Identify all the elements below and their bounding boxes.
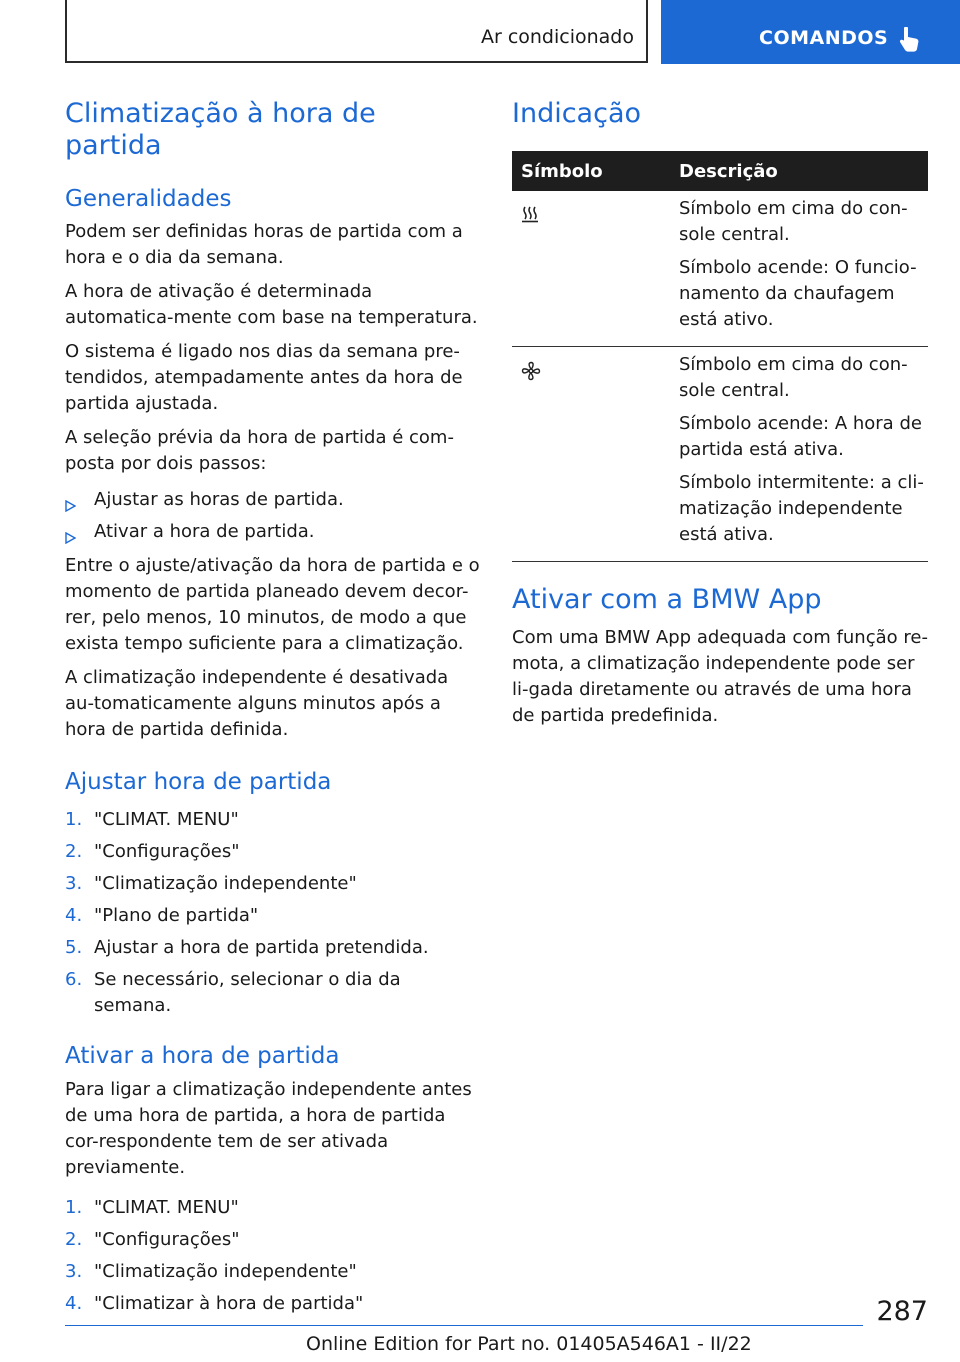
- step-number: 5.: [65, 936, 83, 958]
- list-item: [65, 1291, 480, 1317]
- list-item: [65, 871, 480, 897]
- step-number: 2.: [65, 840, 83, 862]
- step-number: 4.: [65, 1292, 83, 1314]
- list-item: [65, 1259, 480, 1285]
- step-number: 2.: [65, 1228, 83, 1250]
- step-text: "Plano de partida": [94, 904, 259, 926]
- triangle-bullet-icon: [65, 494, 76, 520]
- step-text: "Configurações": [94, 840, 240, 862]
- footer-divider: [65, 1325, 863, 1326]
- step-number: 3.: [65, 1260, 83, 1282]
- left-column: [65, 98, 480, 1323]
- table-header-symbol: Símbolo: [512, 151, 679, 191]
- chapter-label: COMANDOS: [759, 27, 889, 49]
- paragraph: Com uma BMW App adequada com função re-mota, a climatização independente pode ser li-gada diretamente ou através de uma hora de partida predefinida.: [512, 626, 928, 726]
- list-item: [65, 903, 480, 929]
- pointing-hand-icon: [898, 27, 922, 57]
- section-heading-indication: Indicação: [512, 98, 642, 129]
- description-line: Símbolo acende: O funcio-namento da chaufagem está ativo.: [679, 257, 917, 331]
- subheading-activate: Ativar a hora de partida: [65, 1042, 340, 1069]
- list-item: [65, 487, 480, 513]
- paragraph: A hora de ativação é determinada automatica-mente com base na temperatura.: [65, 281, 478, 329]
- indicator-table: [512, 151, 928, 562]
- list-item: [65, 967, 480, 1019]
- section-heading-app: Ativar com a BMW App: [512, 584, 822, 616]
- subheading-general: Generalidades: [65, 185, 232, 212]
- list-item: [65, 1195, 480, 1221]
- step-text: Se necessário, selecionar o dia da semana.: [94, 968, 401, 1016]
- step-number: 1.: [65, 1196, 83, 1218]
- step-text: "Climatização independente": [94, 872, 357, 894]
- table-cell-symbol: [512, 347, 679, 562]
- subheading-adjust: Ajustar hora de partida: [65, 769, 332, 796]
- list-item: [65, 935, 480, 961]
- right-column: [512, 98, 928, 729]
- table-header-description: Descrição: [679, 151, 928, 191]
- step-number: 6.: [65, 968, 83, 990]
- paragraph: A climatização independente é desativada au-tomaticamente alguns minutos após a hora de partida definida.: [65, 667, 449, 741]
- edition-text: Online Edition for Part no. 01405A546A1 - II/22: [306, 1333, 752, 1355]
- triangle-bullet-icon: [65, 526, 76, 552]
- step-text: "CLIMAT. MENU": [94, 808, 239, 830]
- section-heading-climatization: Climatização à hora de partida: [65, 98, 376, 162]
- paragraph: A seleção prévia da hora de partida é com-posta por dois passos:: [65, 427, 454, 475]
- step-number: 1.: [65, 808, 83, 830]
- paragraph: Entre o ajuste/ativação da hora de partida e o momento de partida planeado devem decor-rer, pelo menos, 10 minutos, de modo a que exista tempo suficiente para a climatização.: [65, 555, 480, 655]
- description-line: Símbolo acende: A hora de partida está ativa.: [679, 413, 922, 461]
- step-text: "CLIMAT. MENU": [94, 1196, 239, 1218]
- step-text: "Climatizar à hora de partida": [94, 1292, 364, 1314]
- table-cell-symbol: [512, 191, 679, 347]
- list-item: [65, 519, 480, 545]
- description-line: Símbolo em cima do con-sole central.: [679, 198, 908, 246]
- description-line: Símbolo em cima do con-sole central.: [679, 354, 908, 402]
- step-number: 4.: [65, 904, 83, 926]
- list-item: [65, 1227, 480, 1253]
- description-line: Símbolo intermitente: a cli-matização independente está ativa.: [679, 472, 924, 546]
- section-title: Ar condicionado: [480, 26, 634, 48]
- step-text: Ajustar a hora de partida pretendida.: [94, 936, 429, 958]
- paragraph: Para ligar a climatização independente antes de uma hora de partida, a hora de partida cor-respondente tem de ser ativada previamente.: [65, 1078, 472, 1178]
- list-item: [65, 839, 480, 865]
- step-text: "Configurações": [94, 1228, 240, 1250]
- table-row: [512, 191, 928, 347]
- table-row: [512, 347, 928, 562]
- step-text: "Climatização independente": [94, 1260, 357, 1282]
- list-item-text: Ativar a hora de partida.: [94, 521, 315, 543]
- list-item: [65, 807, 480, 833]
- step-number: 3.: [65, 872, 83, 894]
- chapter-tab[interactable]: [661, 0, 960, 64]
- heating-waves-icon: [521, 208, 539, 227]
- paragraph: Podem ser definidas horas de partida com a hora e o dia da semana.: [65, 221, 463, 269]
- page-number: 287: [876, 1296, 928, 1327]
- table-cell-description: [679, 347, 928, 562]
- list-item-text: Ajustar as horas de partida.: [94, 489, 344, 511]
- table-cell-description: [679, 191, 928, 347]
- fan-icon: [521, 366, 541, 385]
- table-header-row: [512, 151, 928, 191]
- paragraph: O sistema é ligado nos dias da semana pre-tendidos, atempadamente antes da hora de partida ajustada.: [65, 341, 463, 415]
